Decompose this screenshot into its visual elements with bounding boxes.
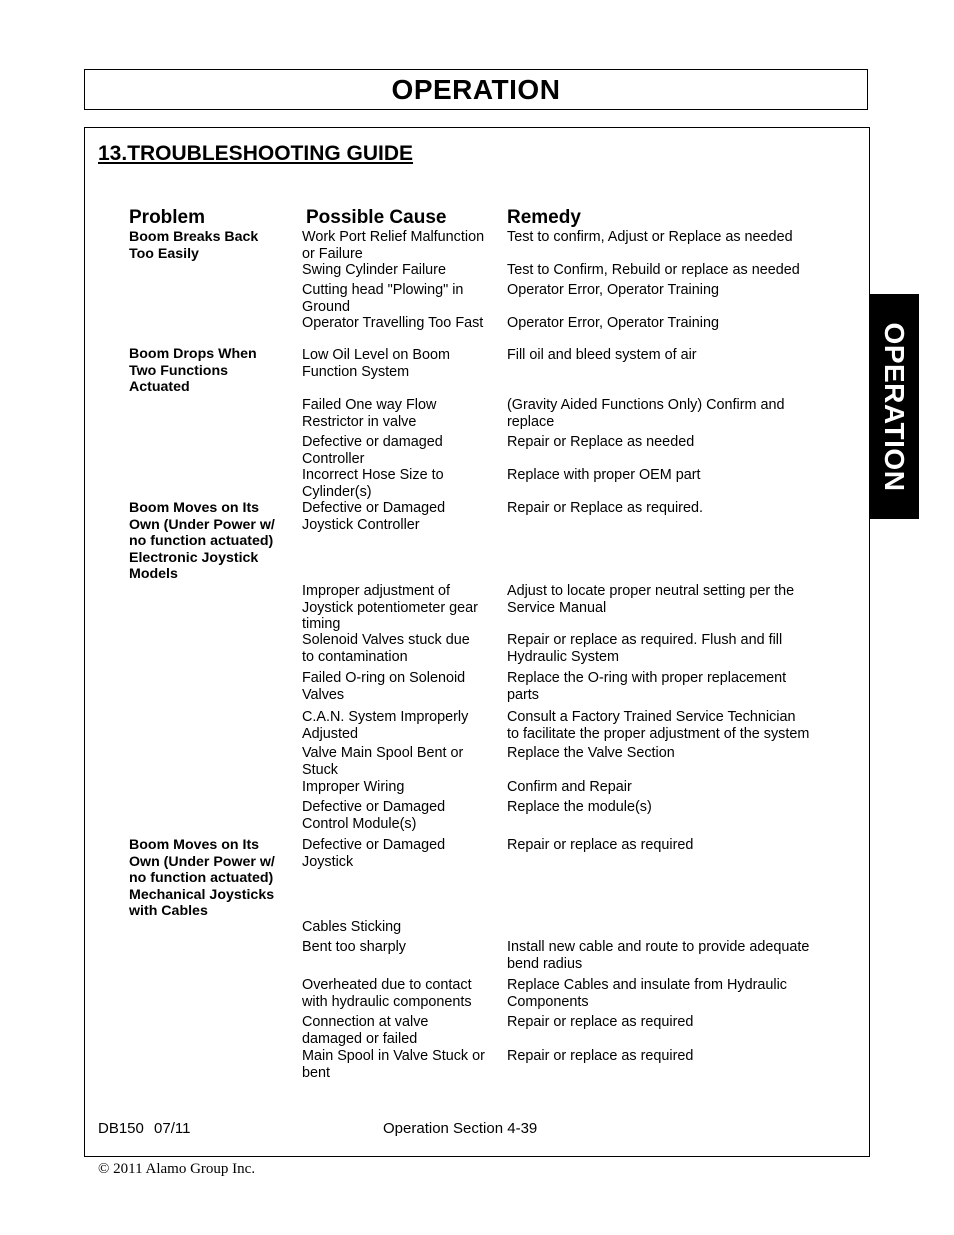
cause-cell: Main Spool in Valve Stuck or bent	[302, 1048, 485, 1081]
remedy-cell: Operator Error, Operator Training	[507, 282, 719, 298]
remedy-cell: Test to Confirm, Rebuild or replace as needed	[507, 262, 800, 278]
cause-cell: Improper adjustment of Joystick potentiometer gear timing	[302, 583, 478, 632]
remedy-cell: Repair or replace as required. Flush and fill Hydraulic System	[507, 632, 783, 665]
problem-cell: Boom Moves on Its Own (Under Power w/ no function actuated) Mechanical Joysticks with Cables	[129, 837, 275, 919]
remedy-cell: Fill oil and bleed system of air	[507, 347, 697, 363]
cause-cell: Valve Main Spool Bent or Stuck	[302, 745, 464, 778]
remedy-cell: Adjust to locate proper neutral setting per the Service Manual	[507, 583, 795, 616]
column-header-cause: Possible Cause	[306, 207, 447, 228]
remedy-cell: Replace the O-ring with proper replacement parts	[507, 670, 787, 703]
column-header-problem: Problem	[129, 207, 206, 228]
cause-cell: Overheated due to contact with hydraulic components	[302, 977, 472, 1010]
remedy-cell: Repair or Replace as needed	[507, 434, 695, 450]
cause-cell: Cutting head "Plowing" in Ground	[302, 282, 464, 315]
problem-cell: Boom Drops When Two Functions Actuated	[129, 346, 257, 395]
remedy-cell: Replace the module(s)	[507, 799, 652, 815]
remedy-cell: Repair or replace as required	[507, 1014, 694, 1030]
remedy-cell: Install new cable and route to provide adequate bend radius	[507, 939, 810, 972]
cause-cell: Failed One way Flow Restrictor in valve	[302, 397, 437, 430]
cause-cell: Work Port Relief Malfunction or Failure	[302, 229, 485, 262]
cause-cell: Defective or Damaged Control Module(s)	[302, 799, 446, 832]
remedy-cell: Test to confirm, Adjust or Replace as needed	[507, 229, 793, 245]
remedy-cell: Replace with proper OEM part	[507, 467, 701, 483]
remedy-cell: Replace Cables and insulate from Hydraulic Components	[507, 977, 787, 1010]
cause-cell: Defective or Damaged Joystick Controller	[302, 500, 446, 533]
cause-cell: Defective or damaged Controller	[302, 434, 443, 467]
problem-cell: Boom Breaks Back Too Easily	[129, 229, 259, 262]
remedy-cell: (Gravity Aided Functions Only) Confirm and replace	[507, 397, 785, 430]
section-title: 13.TROUBLESHOOTING GUIDE	[98, 142, 414, 165]
side-tab-label: OPERATION	[879, 322, 910, 491]
remedy-cell: Operator Error, Operator Training	[507, 315, 719, 331]
problem-cell: Boom Moves on Its Own (Under Power w/ no function actuated) Electronic Joystick Models	[129, 500, 275, 582]
remedy-cell: Replace the Valve Section	[507, 745, 675, 761]
cause-cell: Failed O-ring on Solenoid Valves	[302, 670, 466, 703]
remedy-cell: Confirm and Repair	[507, 779, 632, 795]
cause-cell: Swing Cylinder Failure	[302, 262, 446, 278]
remedy-cell: Repair or replace as required	[507, 1048, 694, 1064]
copyright: © 2011 Alamo Group Inc.	[98, 1161, 256, 1177]
cause-cell: Bent too sharply	[302, 939, 406, 955]
cause-cell: Defective or Damaged Joystick	[302, 837, 446, 870]
page-header-title: OPERATION	[391, 73, 561, 105]
footer-model-date: DB150 07/11	[98, 1120, 191, 1137]
remedy-cell: Repair or Replace as required.	[507, 500, 703, 516]
cause-cell: Operator Travelling Too Fast	[302, 315, 484, 331]
cause-cell: Solenoid Valves stuck due to contamination	[302, 632, 470, 665]
cause-cell: Improper Wiring	[302, 779, 405, 795]
column-header-remedy: Remedy	[507, 207, 581, 228]
remedy-cell: Consult a Factory Trained Service Technician to facilitate the proper adjustment of the system	[507, 709, 810, 742]
remedy-cell: Repair or replace as required	[507, 837, 694, 853]
side-tab	[869, 294, 919, 519]
cause-cell: Cables Sticking	[302, 919, 402, 935]
footer-page-number: Operation Section 4-39	[383, 1120, 538, 1137]
cause-cell: Low Oil Level on Boom Function System	[302, 347, 450, 380]
cause-cell: Connection at valve damaged or failed	[302, 1014, 429, 1047]
page-header	[84, 69, 868, 110]
cause-cell: Incorrect Hose Size to Cylinder(s)	[302, 467, 444, 500]
cause-cell: C.A.N. System Improperly Adjusted	[302, 709, 469, 742]
